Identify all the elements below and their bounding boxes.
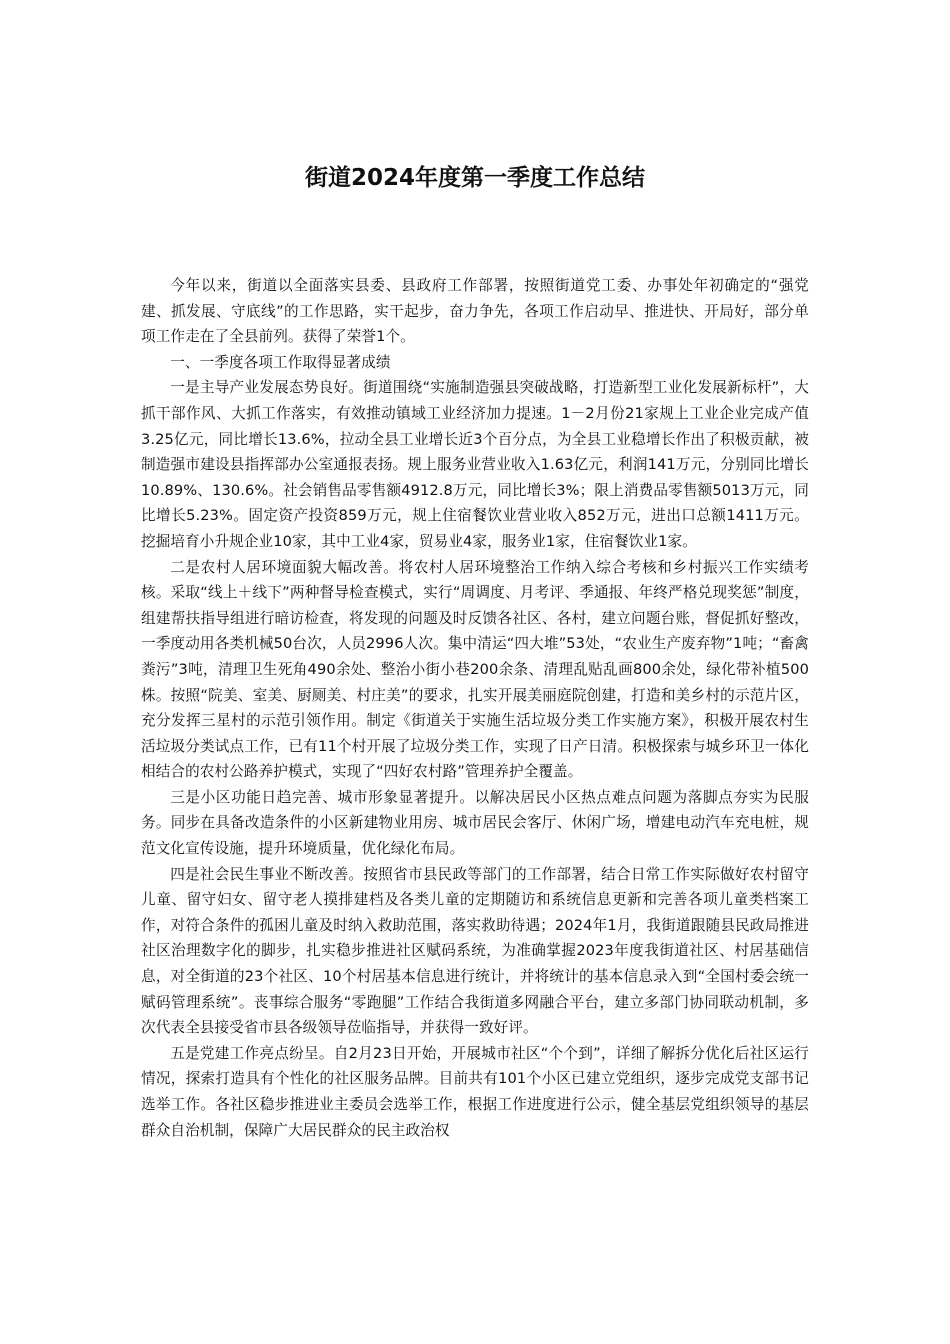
document-body [141,273,809,1143]
paragraph-industry: 一是主导产业发展态势良好。街道围绕“实施制造强县突破战略，打造新型工业化发展新标杆”，大抓干部作风、大抓工作落实，有效推动镇域工业经济加力提速。1－2月份21家规上工业企业完成产值3.25亿元，同比增长13.6%，拉动全县工业增长近3个百分点，为全县工业稳增长作出了积极贡献，被制造强市建设县指挥部办公室通报表扬。规上服务业营业收入1.63亿元，利润141万元，分别同比增长10.89%、130.6%。社会销售品零售额4912.8万元，同比增长3%；限上消费品零售额5013万元，同比增长5.23%。固定资产投资859万元，规上住宿餐饮业营业收入852万元，进出口总额1411万元。挖掘培育小升规企业10家，其中工业4家，贸易业4家，服务业1家，住宿餐饮业1家。 [141,379,809,550]
paragraph-social-welfare: 四是社会民生事业不断改善。按照省市县民政等部门的工作部署，结合日常工作实际做好农村留守儿童、留守妇女、留守老人摸排建档及各类儿童的定期随访和系统信息更新和完善各项儿童类档案工作，对符合条件的孤困儿童及时纳入救助范围，落实救助待遇；2024年1月，我街道跟随县民政局推进社区治理数字化的脚步，扎实稳步推进社区赋码系统，为准确掌握2023年度我街道社区、村居基础信息，对全街道的23个社区、10个村居基本信息进行统计，并将统计的基本信息录入到“全国村委会统一赋码管理系统”。丧事综合服务“零跑腿”工作结合我街道多网融合平台，建立多部门协同联动机制，多次代表全县接受省市县各级领导莅临指导，并获得一致好评。 [141,865,809,1037]
intro-paragraph: 今年以来，街道以全面落实县委、县政府工作部署，按照街道党工委、办事处年初确定的“强党建、抓发展、守底线”的工作思路，实干起步，奋力争先，各项工作启动早、推进快、开局好，部分单项工作走在了全县前列。获得了荣誉1个。 [141,277,809,346]
paragraph-community-function: 三是小区功能日趋完善、城市形象显著提升。以解决居民小区热点难点问题为落脚点夯实为民服务。同步在具备改造条件的小区新建物业用房、城市居民会客厅、休闲广场，增建电动汽车充电桩，规范文化宣传设施，提升环境质量，优化绿化布局。 [141,788,809,858]
paragraph-party-building: 五是党建工作亮点纷呈。自2月23日开始，开展城市社区“个个到”，详细了解拆分优化后社区运行情况，探索打造具有个性化的社区服务品牌。目前共有101个小区已建立党组织，逐步完成党支部书记选举工作。各社区稳步推进业主委员会选举工作，根据工作进度进行公示，健全基层党组织领导的基层群众自治机制，保障广大居民群众的民主政治权 [141,1044,809,1139]
section-heading-achievements: 一、一季度各项工作取得显著成绩 [170,353,391,371]
paragraph-rural-environment: 二是农村人居环境面貌大幅改善。将农村人居环境整治工作纳入综合考核和乡村振兴工作实绩考核。采取“线上＋线下”两种督导检查模式，实行“周调度、月考评、季通报、年终严格兑现奖惩”制度，组建帮扶指导组进行暗访检查，将发现的问题及时反馈各社区、各村，建立问题台账，督促抓好整改，一季度动用各类机械50台次，人员2996人次。集中清运“四大堆”53处，“农业生产废弃物”1吨；“畜禽粪污”3吨，清理卫生死角490余处、整治小街小巷200余条、清理乱贴乱画800余处，绿化带补植500株。按照“院美、室美、厨厕美、村庄美”的要求，扎实开展美丽庭院创建，打造和美乡村的示范片区，充分发挥三星村的示范引领作用。制定《街道关于实施生活垃圾分类工作实施方案》，积极开展农村生活垃圾分类试点工作，已有11个村开展了垃圾分类工作，实现了日产日清。积极探索与城乡环卫一体化相结合的农村公路养护模式，实现了“四好农村路”管理养护全覆盖。 [141,558,809,781]
document-title: 街道2024年度第一季度工作总结 [304,165,645,191]
